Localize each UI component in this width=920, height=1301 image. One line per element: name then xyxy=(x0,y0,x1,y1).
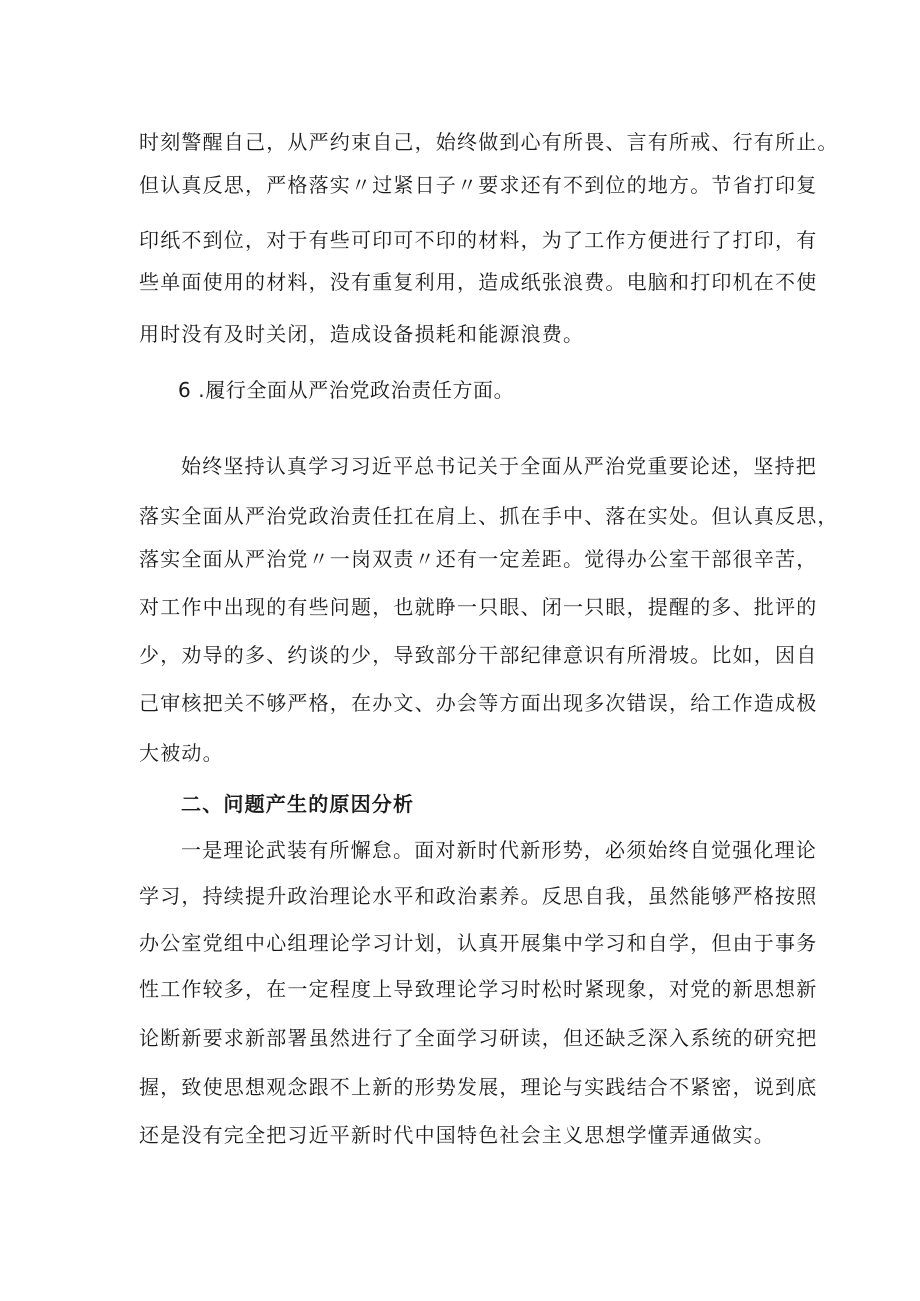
text-line: 落实全面从严治党政治责任扛在肩上、抓在手中、落在实处。但认真反思， xyxy=(139,504,839,528)
text-line: 但认真反思，严格落实〃过紧日子〃要求还有不到位的地方。节省打印复 xyxy=(139,173,818,197)
text-line: 少，劝导的多、约谈的少，导致部分干部纪律意识有所滑坡。比如，因自 xyxy=(139,643,818,667)
text-line: 论断新要求新部署虽然进行了全面学习研读，但还缺乏深入系统的研究把 xyxy=(139,1026,818,1050)
text-line: 印纸不到位，对于有些可印可不印的材料，为了工作方便进行了打印，有 xyxy=(139,228,818,252)
text-line: 学习，持续提升政治理论水平和政治素养。反思自我，虽然能够严格按照 xyxy=(139,884,818,908)
item-6-title: 6 .履行全面从严治党政治责任方面。 xyxy=(178,378,515,402)
text-line: 性工作较多，在一定程度上导致理论学习时松时紧现象，对党的新思想新 xyxy=(139,977,818,1001)
section-heading: 二、问题产生的原因分析 xyxy=(181,792,415,816)
text-line: 始终坚持认真学习习近平总书记关于全面从严治党重要论述，坚持把 xyxy=(181,454,817,478)
text-line: 办公室党组中心组理论学习计划，认真开展集中学习和自学，但由于事务 xyxy=(139,931,818,955)
text-line: 握，致使思想观念跟不上新的形势发展，理论与实践结合不紧密，说到底 xyxy=(139,1075,818,1099)
text-line: 用时没有及时关闭，造成设备损耗和能源浪费。 xyxy=(139,322,585,346)
text-line: 落实全面从严治党〃一岗双责〃还有一定差距。觉得办公室干部很辛苦， xyxy=(139,547,818,571)
text-line: 时刻警醒自己，从严约束自己，始终做到心有所畏、言有所戒、行有所止。 xyxy=(139,130,839,154)
text-line: 己审核把关不够严格，在办文、办会等方面出现多次错误，给工作造成极 xyxy=(139,691,818,715)
text-line: 一是理论武装有所懈怠。面对新时代新形势，必须始终自觉强化理论 xyxy=(181,838,817,862)
text-line: 些单面使用的材料，没有重复利用，造成纸张浪费。电脑和打印机在不使 xyxy=(139,270,818,294)
text-line: 还是没有完全把习近平新时代中国特色社会主义思想学懂弄通做实。 xyxy=(139,1123,775,1147)
text-line: 对工作中出现的有些问题，也就睁一只眼、闭一只眼，提醒的多、批评的 xyxy=(139,595,818,619)
text-line: 大被动。 xyxy=(139,741,224,765)
